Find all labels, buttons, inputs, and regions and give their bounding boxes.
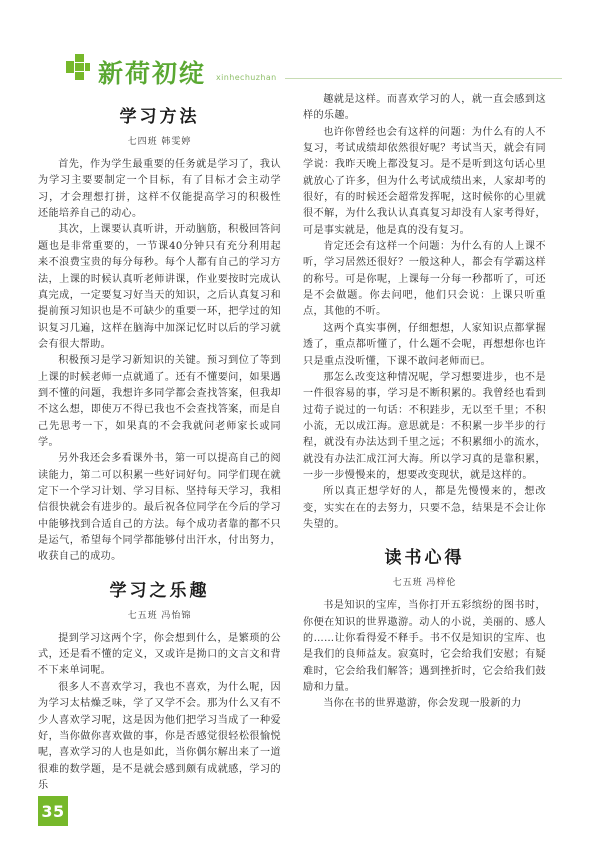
article (38, 580, 281, 795)
article-byline: 七五班 冯怡锦 (127, 610, 192, 621)
article-body (38, 631, 281, 794)
article-body (303, 92, 546, 533)
paragraph: 其次，上课要认真听讲，开动脑筋，积极回答问题也是非常重要的，一节课40分钟只有充分利用起来不浪费宝贵的每分每秒。每个人都有自己的学习方法，上课的时候认真听老师讲课，作业要按时完成认真完成，一定要复习好当天的知识，之后认真复习和提前预习知识也是不可缺少的重要一环，把学过的知识复习几遍，这样在脑海中加深记忆时以后的学习就会有很大帮助。 (38, 224, 281, 350)
four-squares-logo-icon (66, 54, 90, 80)
column-right (303, 92, 546, 796)
page-number-badge: 35 (38, 796, 68, 826)
masthead-divider (285, 78, 562, 79)
article-title: 学习之乐趣 (109, 580, 210, 601)
article (38, 106, 281, 566)
article (303, 547, 546, 713)
column-left (38, 92, 281, 796)
masthead (0, 40, 600, 88)
article-byline: 七五班 冯梓伦 (392, 578, 457, 589)
paragraph: 书是知识的宝库，当你打开五彩缤纷的图书时，你便在知识的世界遨游。动人的小说，美丽的、感人的……让你看得爱不释手。书不仅是知识的宝库、也是我们的良师益友。寂寞时，它会给我们安慰；有疑难时，它会给我们解答；遇到挫折时，它会给我们鼓励和力量。 (303, 600, 546, 694)
masthead-title: 新荷初绽 (98, 59, 207, 88)
paragraph: 所以真正想学好的人，都是先慢慢来的，想改变，实实在在的去努力，只要不急，结果是不会让你失望的。 (303, 486, 546, 530)
paragraph: 提到学习这两个字，你会想到什么，是繁琐的公式，还是看不懂的定义，又或许是拗口的文言文和背不下来单词呢。 (38, 632, 281, 677)
paragraph: 肯定还会有这样一个问题：为什么有的人上课不听，学习居然还很好？一般这种人，都会有学霸这样的称号。可是你呢，上课每一分每一秒都听了，可还是不会做题。你去问吧，他们只会说：上课只听重点，其他的不听。 (303, 241, 546, 318)
paragraph: 那怎么改变这种情况呢，学习想要进步，也不是一件很容易的事，学习是不断积累的。我曾经也看到过荀子说过的一句话：不积跬步，无以至千里；不积小流，无以成江海。意思就是：不积累一步半步的行程，就没有办法达到千里之远；不积累细小的流水，就没有办法汇成江河大海。所以学习真的是靠积累，一步一步慢慢来的，想要改变现状，就是这样的。 (303, 371, 546, 481)
paragraph: 也许你曾经也会有这样的问题：为什么有的人不复习，考试成绩却依然很好呢？考试当天，就会有同学说：我昨天晚上都没复习。是不是听到这句话心里就放心了许多，但为什么考试成绩出来，人家却考的很好，有的时候还会超常发挥呢，这时候你的心里就很不解，为什么我认认真真复习却没有人家考得好，可是事实就是，他是真的没有复习。 (303, 126, 546, 236)
page-columns (0, 92, 600, 796)
article-body (303, 598, 546, 712)
paragraph: 积极预习是学习新知识的关键。预习到位了等到上课的时候老师一点就通了。还有不懂要问，如果遇到不懂的问题，我想许多同学都会查找答案，但我却不这么想，即使万不得已我也不会查找答案，而是自己先思考一下，如果真的不会我就问老师家长或同学。 (38, 355, 281, 448)
masthead-pinyin: xinhechuzhan (216, 73, 277, 82)
article-body (38, 157, 281, 566)
article-title: 读书心得 (384, 548, 465, 569)
article-title: 学习方法 (119, 107, 200, 127)
article-byline: 七四班 韩雯婷 (127, 137, 192, 148)
paragraph: 很多人不喜欢学习，我也不喜欢，为什么呢，因为学习太枯燥乏味，学了又学不会。那为什么又有不少人喜欢学习呢，这是因为他们把学习当成了一种爱好，当你做你喜欢做的事，你是否感觉很轻松很愉悦呢，喜欢学习的人也是如此，当你偶尔解出来了一道很难的数学题，是不是就会感到颇有成就感，学习的乐 (38, 681, 281, 791)
paragraph: 趣就是这样。而喜欢学习的人，就一直会感到这样的乐趣。 (303, 94, 546, 122)
paragraph: 首先，作为学生最重要的任务就是学习了，我认为学习主要要制定一个目标，有了目标才会主动学习，才会理想打拼，这样不仅能提高学习的积极性 还能培养自己的动心。 (38, 159, 281, 220)
paragraph: 这两个真实事例，仔细想想，人家知识点都掌握透了，重点都听懂了，什么题不会呢，再想想你也许只是重点没听懂，下课不敢问老师而已。 (303, 322, 546, 367)
paragraph: 当你在书的世界遨游，你会发现一股新的力 (323, 698, 522, 710)
paragraph: 另外我还会多看课外书，第一可以提高自己的阅读能力，第二可以积累一些好词好句。同学们现在就定下一个学习计划、学习目标、坚持每天学习，我相信很快就会有进步的。最后祝各位同学在今后的学习中能够找到合适自己的方法。每个成功者靠的都不只是运气，希望每个同学都能够付出汗水，付出努力，收获自己的成功。 (38, 453, 281, 563)
article (303, 92, 546, 533)
